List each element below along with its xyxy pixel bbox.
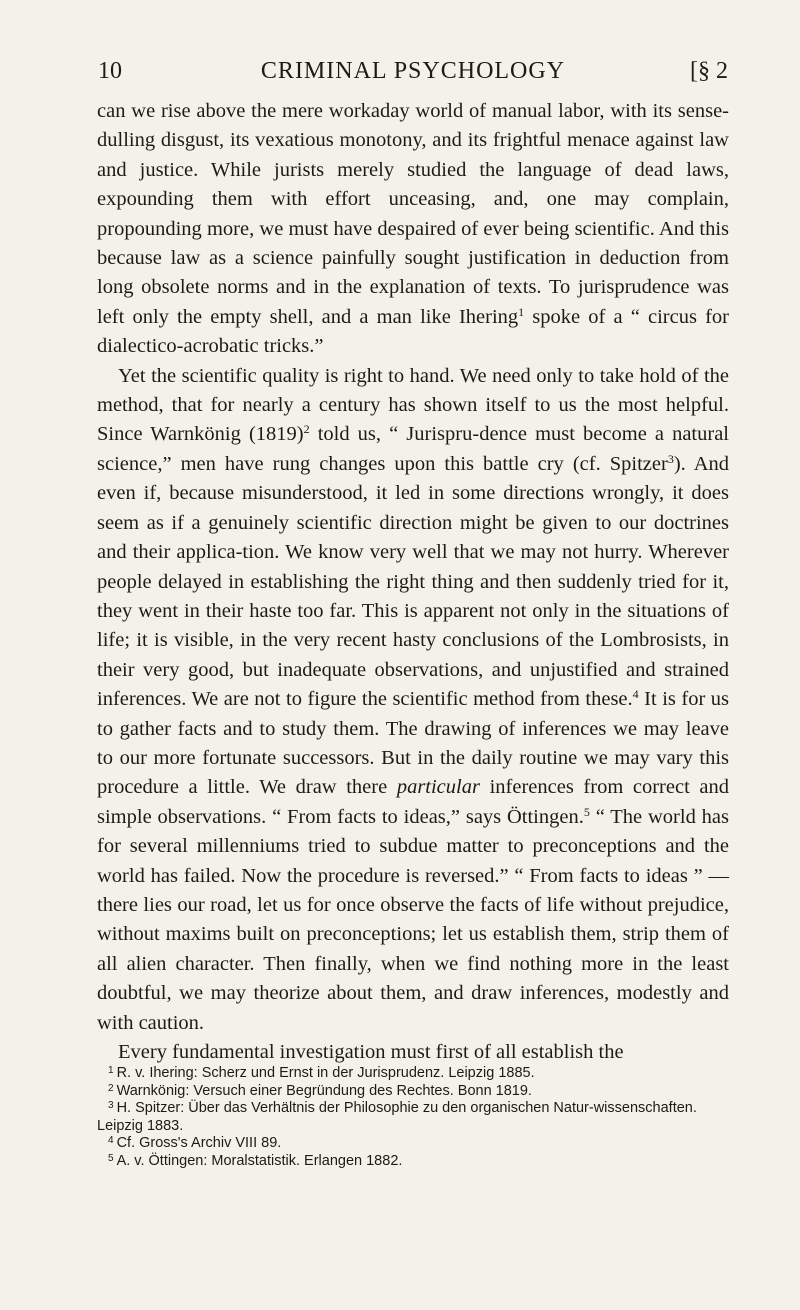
body-text — [97, 97, 729, 1067]
footnote-2 — [97, 1083, 729, 1101]
footnote-ref-4: 4 — [632, 687, 639, 702]
footnote-ref-2: 2 — [303, 422, 310, 437]
footnote-ref-5: 5 — [583, 804, 590, 819]
footnote-1-mark: 1 — [108, 1065, 114, 1076]
section-marker: [§ 2 — [690, 58, 728, 84]
footnote-1 — [97, 1065, 729, 1083]
paragraph-2-part-f: “ The world has for several millenniums tried to subdue matter to preconceptions and the world has failed. Now the procedure is reversed.” “ From facts to ideas ” — there lies our road, let us for once observe the facts of life without prejudice, without maxims built on preconceptions; let us establish them, strip them of all alien character. Then finally, when we find nothing more in the least doubtful, we may theorize about them, and draw inferences, modestly and with caution. — [97, 805, 729, 1034]
paragraph-3: Every fundamental investigation must first of all establish the — [118, 1041, 624, 1063]
paragraph-1 — [97, 97, 729, 362]
paragraph-2-part-d: It is for us to gather facts and to study them. The drawing of inferences we may leave to our more fortunate successors. But in the daily routine we may vary this procedure a little. We draw there — [97, 688, 729, 799]
paragraph-2 — [97, 362, 729, 1038]
footnote-3-text: H. Spitzer: Über das Verhältnis der Philosophie zu den organischen Natur-wissenschaften. Leipzig 1883. — [97, 1100, 697, 1134]
paragraph-1-end: spoke of a “ circus for dialectico-acrobatic tricks.” — [97, 305, 729, 358]
footnote-1-text: R. v. Ihering: Scherz und Ernst in der Jurisprudenz. Leipzig 1885. — [116, 1065, 535, 1081]
footnote-4-text: Cf. Gross's Archiv VIII 89. — [116, 1135, 282, 1152]
footnotes — [97, 1065, 729, 1171]
paragraph-2-part-a: Yet the scientific quality is right to hand. We need only to take hold of the method, that for nearly a century has shown itself to us the most helpful. Since Warnkönig (1819) — [97, 364, 729, 446]
paragraph-1-text: can we rise above the mere workaday world of manual labor, with its sense-dulling disgust, its vexatious monotony, and its frightful menace against law and justice. While jurists merely studied the language of dead laws, expounding them with effort unceasing, and, one may complain, propounding more, we must have despaired of ever being scientific. And this because law as a science painfully sought justification in deduction from long obsolete norms and in the explanation of texts. To jurisprudence was left only the empty shell, and a man like Ihering — [97, 100, 729, 328]
running-header — [98, 58, 728, 92]
footnote-5-text: A. v. Öttingen: Moralstatistik. Erlangen 1882. — [116, 1152, 403, 1169]
footnote-4-mark: 4 — [108, 1135, 114, 1147]
footnote-3-mark: 3 — [108, 1100, 114, 1112]
footnote-2-text: Warnkönig: Versuch einer Begründung des Rechtes. Bonn 1819. — [116, 1082, 532, 1099]
footnote-5-mark: 5 — [108, 1152, 114, 1164]
paragraph-2-part-c: ). And even if, because misunderstood, it led in some directions wrongly, it does seem as if a genuinely scientific direction might be given to our doctrines and their applica-tion. We know very well that we may not hurry. Wherever people delayed in establishing the right thing and then suddenly tried for it, they went in their haste too far. This is apparent not only in the situations of life; it is visible, in the very recent hasty conclusions of the Lombrosists, in their very good, but inadequate observations, and unjustified and strained inferences. We are not to figure the scientific method from these. — [97, 452, 729, 711]
page-number: 10 — [98, 58, 122, 84]
footnote-5 — [97, 1153, 729, 1171]
footnote-ref-3: 3 — [667, 451, 674, 466]
footnote-4 — [97, 1135, 729, 1153]
footnote-ref-1: 1 — [518, 304, 525, 319]
emphasis-particular: particular — [396, 776, 480, 799]
running-title: CRIMINAL PSYCHOLOGY — [260, 58, 566, 84]
footnote-3 — [97, 1100, 729, 1135]
paragraph-2-part-e: inferences from correct and simple observations. “ From facts to ideas,” says Öttingen. — [97, 776, 729, 828]
footnote-2-mark: 2 — [108, 1082, 114, 1094]
paragraph-2-part-b: told us, “ Jurispru-dence must become a natural science,” men have rung changes upon this battle cry (cf. Spitzer — [97, 423, 729, 475]
